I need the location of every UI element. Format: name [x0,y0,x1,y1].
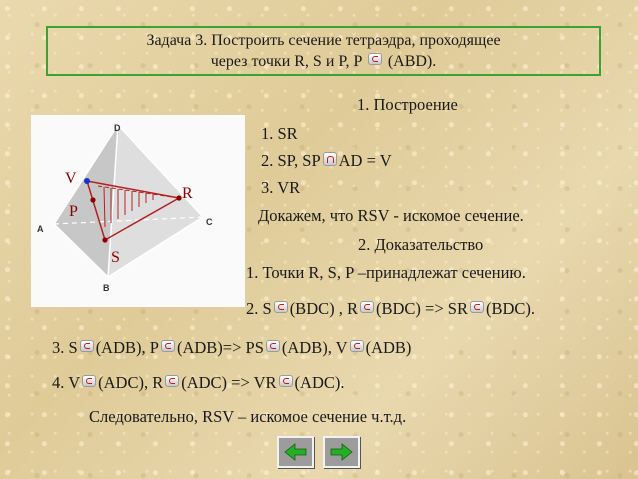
arrow-right-icon [329,442,354,462]
point-p [90,197,95,202]
tetrahedron-figure [31,115,245,307]
title-line-2-end: (ABD). [387,53,437,70]
proof-line-4 [52,373,344,393]
title-line-1: Задача 3. Построить сечение тетраэдра, проходящее [146,32,501,49]
label-d: D [114,123,121,133]
proof-line-1: 1. Точки R, S, P –принадлежат сечению. [246,263,526,282]
membership-symbol-icon [470,301,484,313]
proof-2-part-2: (BDC) => SR [375,299,468,318]
proof-3-part-1: (ADB), P [95,338,159,357]
step-2-end: AD = V [338,151,392,170]
label-p: P [69,203,78,220]
proof-3-part-2: (ADB)=> PS [176,338,264,357]
point-r [176,195,181,200]
proof-4-part-3: (ADC). [294,373,345,392]
proof-2-part-0: 2. S [246,299,272,318]
label-c: C [206,217,213,227]
title-line-2 [48,51,599,72]
membership-symbol-icon [279,375,293,387]
membership-symbol-icon [266,340,280,352]
proof-4-part-2: (ADC) => VR [181,373,277,392]
construction-heading: 1. Построение [357,95,458,114]
proof-line-3 [52,338,411,358]
label-s: S [111,249,120,266]
point-v [84,178,90,184]
proof-3-part-0: 3. S [52,338,78,357]
membership-symbol-icon [165,375,179,387]
label-a: A [37,224,44,234]
proof-3-part-3: (ADB), V [281,338,348,357]
label-b: B [103,283,110,293]
proof-2-part-3: (BDC). [485,299,535,318]
membership-symbol-icon [80,340,94,352]
membership-symbol-icon [368,53,382,65]
label-v: V [65,170,77,187]
proof-2-part-1: (BDC) , R [289,299,358,318]
title-line-2-start: через точки R, S и P, P [210,53,362,70]
construction-conclusion: Докажем, что RSV - искомое сечение. [258,206,524,225]
proof-3-part-4: (ADB) [365,338,412,357]
construction-step-3: 3. VR [261,178,301,197]
construction-step-1: 1. SR [261,124,298,143]
proof-4-part-0: 4. V [52,373,81,392]
back-button[interactable] [277,436,314,468]
point-s [102,237,107,242]
label-r: R [182,185,193,202]
proof-final: Следовательно, RSV – искомое сечение ч.т.д. [89,407,407,426]
intersection-symbol-icon [323,152,337,166]
proof-line-2 [246,299,535,319]
membership-symbol-icon [274,301,288,313]
membership-symbol-icon [82,375,96,387]
membership-symbol-icon [161,340,175,352]
proof-heading: 2. Доказательство [358,235,484,254]
membership-symbol-icon [360,301,374,313]
construction-step-2 [261,151,392,171]
step-2-start: 2. SP, SP [261,151,321,170]
title-box [46,26,601,76]
proof-4-part-1: (ADC), R [98,373,164,392]
forward-button[interactable] [323,436,360,468]
arrow-left-icon [283,442,308,462]
membership-symbol-icon [350,340,364,352]
